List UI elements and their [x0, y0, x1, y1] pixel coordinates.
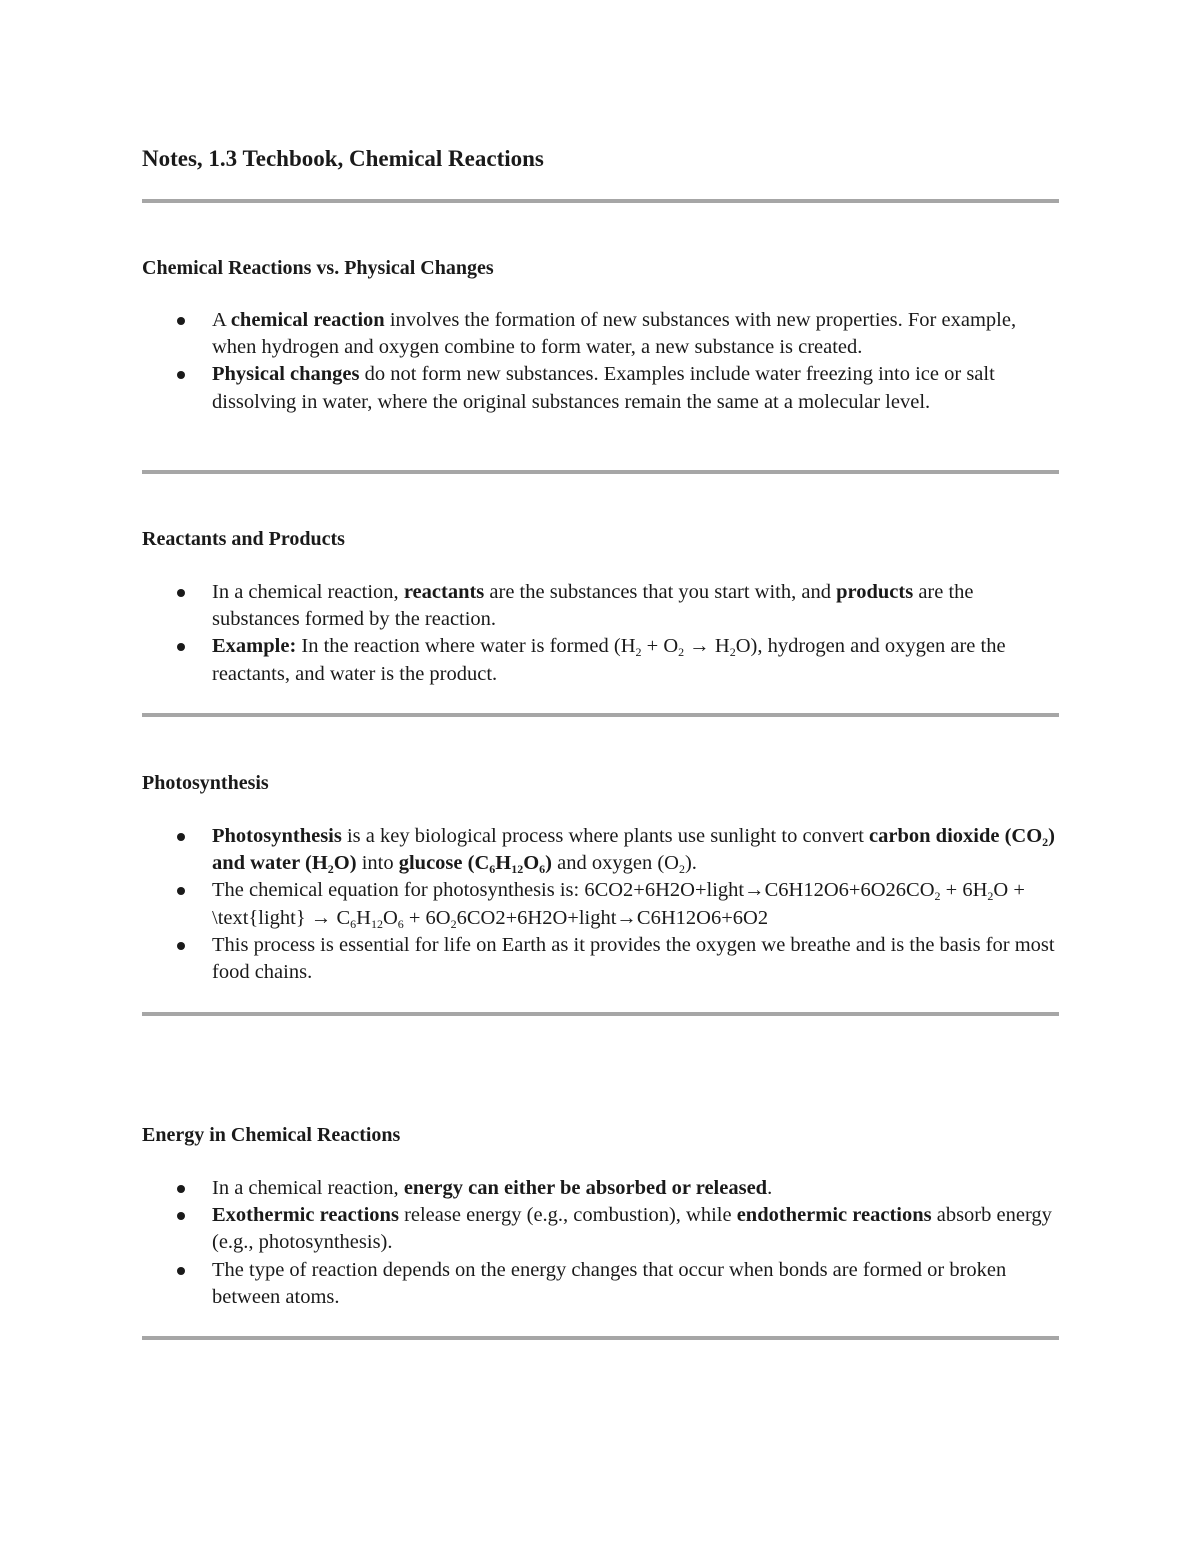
bullet-icon — [177, 643, 185, 651]
bullet-icon — [177, 887, 185, 895]
section-heading-chemical-vs-physical: Chemical Reactions vs. Physical Changes — [142, 257, 494, 279]
bullet-list-photosynthesis — [142, 823, 1062, 986]
list-item: The chemical equation for photosynthesis is: $6CO2+6H2O+light\to C6H12O6+6O26CO_2 + 6H_2O$ + \text{light} → $C_6H_{12}O_6$ + $6O_26CO2+6H2O+light\to C6H12O6+6O2$ — [142, 877, 1062, 931]
bullet-icon — [177, 1212, 185, 1220]
list-item: The type of reaction depends on the energy changes that occur when bonds are formed or broken between atoms. — [142, 1257, 1062, 1311]
bullet-icon — [177, 833, 185, 841]
horizontal-rule — [142, 1012, 1059, 1016]
bullet-icon — [177, 942, 185, 950]
section-heading-reactants-products: Reactants and Products — [142, 528, 345, 550]
page-title: Notes, 1.3 Techbook, Chemical Reactions — [142, 146, 544, 171]
section-heading-energy: Energy in Chemical Reactions — [142, 1124, 401, 1146]
list-item: Exothermic reactions release energy (e.g., combustion), while endothermic reactions absorb energy (e.g., photosynthesis). — [142, 1202, 1062, 1256]
horizontal-rule — [142, 1336, 1059, 1340]
horizontal-rule — [142, 470, 1059, 474]
bullet-icon — [177, 1185, 185, 1193]
list-item: A chemical reaction involves the formation of new substances with new properties. For example, when hydrogen and oxygen combine to form water, a new substance is created. — [142, 307, 1062, 361]
bullet-icon — [177, 371, 185, 379]
bullet-list-energy — [142, 1175, 1062, 1311]
list-item: Example: In the reaction where water is formed $(H_2 + O_2 \to H_2O)$, hydrogen and oxygen are the reactants, and water is the product. — [142, 633, 1062, 687]
bullet-icon — [177, 589, 185, 597]
bullet-list-reactants-products — [142, 579, 1062, 688]
list-item: Photosynthesis is a key biological process where plants use sunlight to convert carbon dioxide $(CO_2)$ and water $(H_2O)$ into glucose $(C_6H_{12}O_6)$ and oxygen $(O_2)$. — [142, 823, 1062, 877]
bullet-icon — [177, 1267, 185, 1275]
list-item: This process is essential for life on Earth as it provides the oxygen we breathe and is the basis for most food chains. — [142, 932, 1062, 986]
list-item: In a chemical reaction, energy can either be absorbed or released. — [142, 1175, 1062, 1202]
list-item: In a chemical reaction, reactants are the substances that you start with, and products are the substances formed by the reaction. — [142, 579, 1062, 633]
horizontal-rule — [142, 199, 1059, 203]
bullet-list-chemical-vs-physical — [142, 307, 1062, 416]
bullet-icon — [177, 317, 185, 325]
horizontal-rule — [142, 713, 1059, 717]
list-item: Physical changes do not form new substances. Examples include water freezing into ice or salt dissolving in water, where the original substances remain the same at a molecular level. — [142, 361, 1062, 415]
section-heading-photosynthesis: Photosynthesis — [142, 772, 269, 794]
